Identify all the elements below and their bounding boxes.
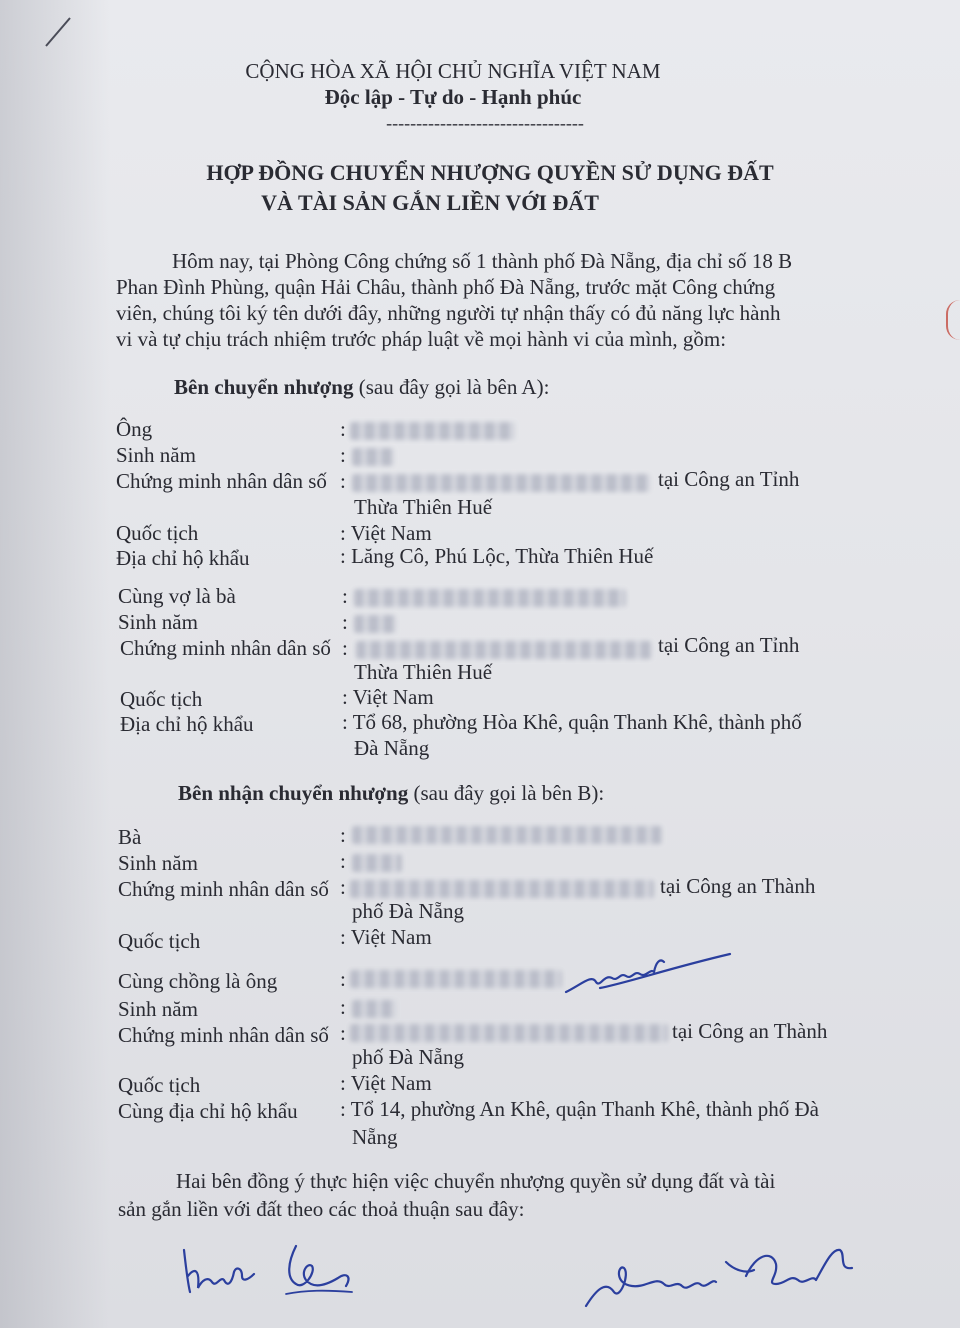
b2-id-label: Chứng minh nhân dân số bbox=[118, 1023, 329, 1047]
redacted-name bbox=[350, 970, 562, 988]
b1-nationality-label: Quốc tịch bbox=[118, 929, 201, 953]
title-line-1: HỢP ĐỒNG CHUYỂN NHƯỢNG QUYỀN SỬ DỤNG ĐẤT bbox=[206, 160, 774, 185]
b2-address: : Tổ 14, phường An Khê, quận Thanh Khê, thành phố Đà bbox=[340, 1097, 819, 1121]
a2-address: : Tổ 68, phường Hòa Khê, quận Thanh Khê, thành phố bbox=[342, 710, 802, 734]
pen-stroke-mark bbox=[40, 12, 80, 52]
b1-id-issuer: tại Công an Thành bbox=[660, 874, 816, 898]
initials-signature-right bbox=[576, 1240, 856, 1320]
redacted-birth-year bbox=[352, 448, 394, 466]
red-stamp-edge bbox=[946, 300, 960, 340]
b2-title-label: Cùng chồng là ông bbox=[118, 969, 278, 993]
motto: Độc lập - Tự do - Hạnh phúc bbox=[324, 85, 582, 109]
a2-address-cont: Đà Nẵng bbox=[354, 736, 430, 760]
intro-line-4: vi và tự chịu trách nhiệm trước pháp luật về mọi hành vi của mình, gồm: bbox=[116, 327, 727, 351]
b2-nationality: : Việt Nam bbox=[340, 1071, 432, 1095]
country-heading: CỘNG HÒA XÃ HỘI CHỦ NGHĨA VIỆT NAM bbox=[245, 59, 661, 83]
b2-id-issuer: tại Công an Thành bbox=[672, 1019, 828, 1043]
redacted-birth-year bbox=[352, 854, 402, 872]
party-a-heading-bold: Bên chuyển nhượng bbox=[174, 375, 354, 399]
a1-title-label: Ông bbox=[116, 417, 153, 441]
redacted-id-number bbox=[356, 641, 652, 659]
b2-id-colon: : bbox=[340, 1021, 346, 1045]
header-divider: --------------------------------- bbox=[386, 113, 584, 133]
b2-id-issuer-cont: phố Đà Nẵng bbox=[352, 1045, 464, 1069]
b1-id-label: Chứng minh nhân dân số bbox=[118, 877, 329, 901]
a2-id-issuer: tại Công an Tỉnh bbox=[658, 633, 800, 657]
b2-birth-colon: : bbox=[340, 995, 346, 1019]
b1-title-label: Bà bbox=[118, 825, 142, 849]
a2-id-colon: : bbox=[342, 636, 348, 660]
party-a-heading-rest: (sau đây gọi là bên A): bbox=[353, 375, 550, 399]
redacted-id-number bbox=[352, 474, 650, 492]
handwritten-signature bbox=[560, 948, 740, 1008]
a2-id-issuer-cont: Thừa Thiên Huế bbox=[354, 660, 493, 684]
a1-nationality-label: Quốc tịch bbox=[116, 521, 199, 545]
a1-id-issuer-cont: Thừa Thiên Huế bbox=[354, 495, 493, 519]
b1-id-colon: : bbox=[340, 875, 346, 899]
party-b-heading-rest: (sau đây gọi là bên B): bbox=[408, 781, 605, 805]
title-line-2: VÀ TÀI SẢN GẮN LIỀN VỚI ĐẤT bbox=[261, 190, 599, 215]
a1-address-label: Địa chỉ hộ khẩu bbox=[116, 546, 250, 570]
b1-birth-label: Sinh năm bbox=[118, 851, 198, 875]
a2-birth-colon: : bbox=[342, 610, 348, 634]
party-b-heading bbox=[178, 780, 604, 806]
b1-nationality: : Việt Nam bbox=[340, 925, 432, 949]
b2-title-colon: : bbox=[340, 967, 346, 991]
b2-birth-label: Sinh năm bbox=[118, 997, 198, 1021]
initials-signature-left bbox=[176, 1232, 376, 1312]
b1-id-issuer-cont: phố Đà Nẵng bbox=[352, 899, 464, 923]
a1-birth-colon: : bbox=[340, 443, 346, 467]
redacted-id-number bbox=[350, 880, 654, 898]
a2-nationality: : Việt Nam bbox=[342, 685, 434, 709]
closing-line-1: Hai bên đồng ý thực hiện việc chuyển nhượng quyền sử dụng đất và tài bbox=[176, 1169, 776, 1193]
intro-line-3: viên, chúng tôi ký tên dưới đây, những người tự nhận thấy có đủ năng lực hành bbox=[116, 301, 781, 325]
redacted-birth-year bbox=[354, 615, 396, 633]
a1-birth-label: Sinh năm bbox=[116, 443, 196, 467]
a1-id-label: Chứng minh nhân dân số bbox=[116, 469, 327, 493]
redacted-id-number bbox=[350, 1024, 668, 1042]
a2-title-label: Cùng vợ là bà bbox=[118, 584, 236, 608]
intro-line-2: Phan Đình Phùng, quận Hải Châu, thành phố Đà Nẵng, trước mặt Công chứng bbox=[116, 275, 776, 299]
a2-id-label: Chứng minh nhân dân số bbox=[120, 636, 331, 660]
a2-address-label: Địa chỉ hộ khẩu bbox=[120, 712, 254, 736]
closing-line-2: sản gắn liền với đất theo các thoả thuận sau đây: bbox=[118, 1197, 525, 1221]
a2-nationality-label: Quốc tịch bbox=[120, 687, 203, 711]
redacted-name bbox=[354, 589, 626, 607]
a2-title-colon: : bbox=[342, 584, 348, 608]
b1-title-colon: : bbox=[340, 823, 346, 847]
a1-title-colon: : bbox=[340, 417, 346, 441]
redacted-birth-year bbox=[352, 1000, 396, 1018]
b2-address-label: Cùng địa chỉ hộ khẩu bbox=[118, 1099, 298, 1123]
redacted-name bbox=[352, 826, 662, 844]
party-b-heading-bold: Bên nhận chuyển nhượng bbox=[178, 781, 409, 805]
intro-line-1: Hôm nay, tại Phòng Công chứng số 1 thành phố Đà Nẵng, địa chỉ số 18 B bbox=[172, 249, 793, 273]
redacted-name bbox=[350, 422, 515, 440]
party-a-heading bbox=[174, 374, 549, 400]
b1-birth-colon: : bbox=[340, 849, 346, 873]
b2-address-cont: Nẵng bbox=[352, 1125, 398, 1149]
a2-birth-label: Sinh năm bbox=[118, 610, 198, 634]
a1-nationality: : Việt Nam bbox=[340, 521, 432, 545]
a1-id-issuer: tại Công an Tỉnh bbox=[658, 467, 800, 491]
a1-id-colon: : bbox=[340, 469, 346, 493]
a1-address: : Lăng Cô, Phú Lộc, Thừa Thiên Huế bbox=[340, 544, 654, 568]
b2-nationality-label: Quốc tịch bbox=[118, 1073, 201, 1097]
